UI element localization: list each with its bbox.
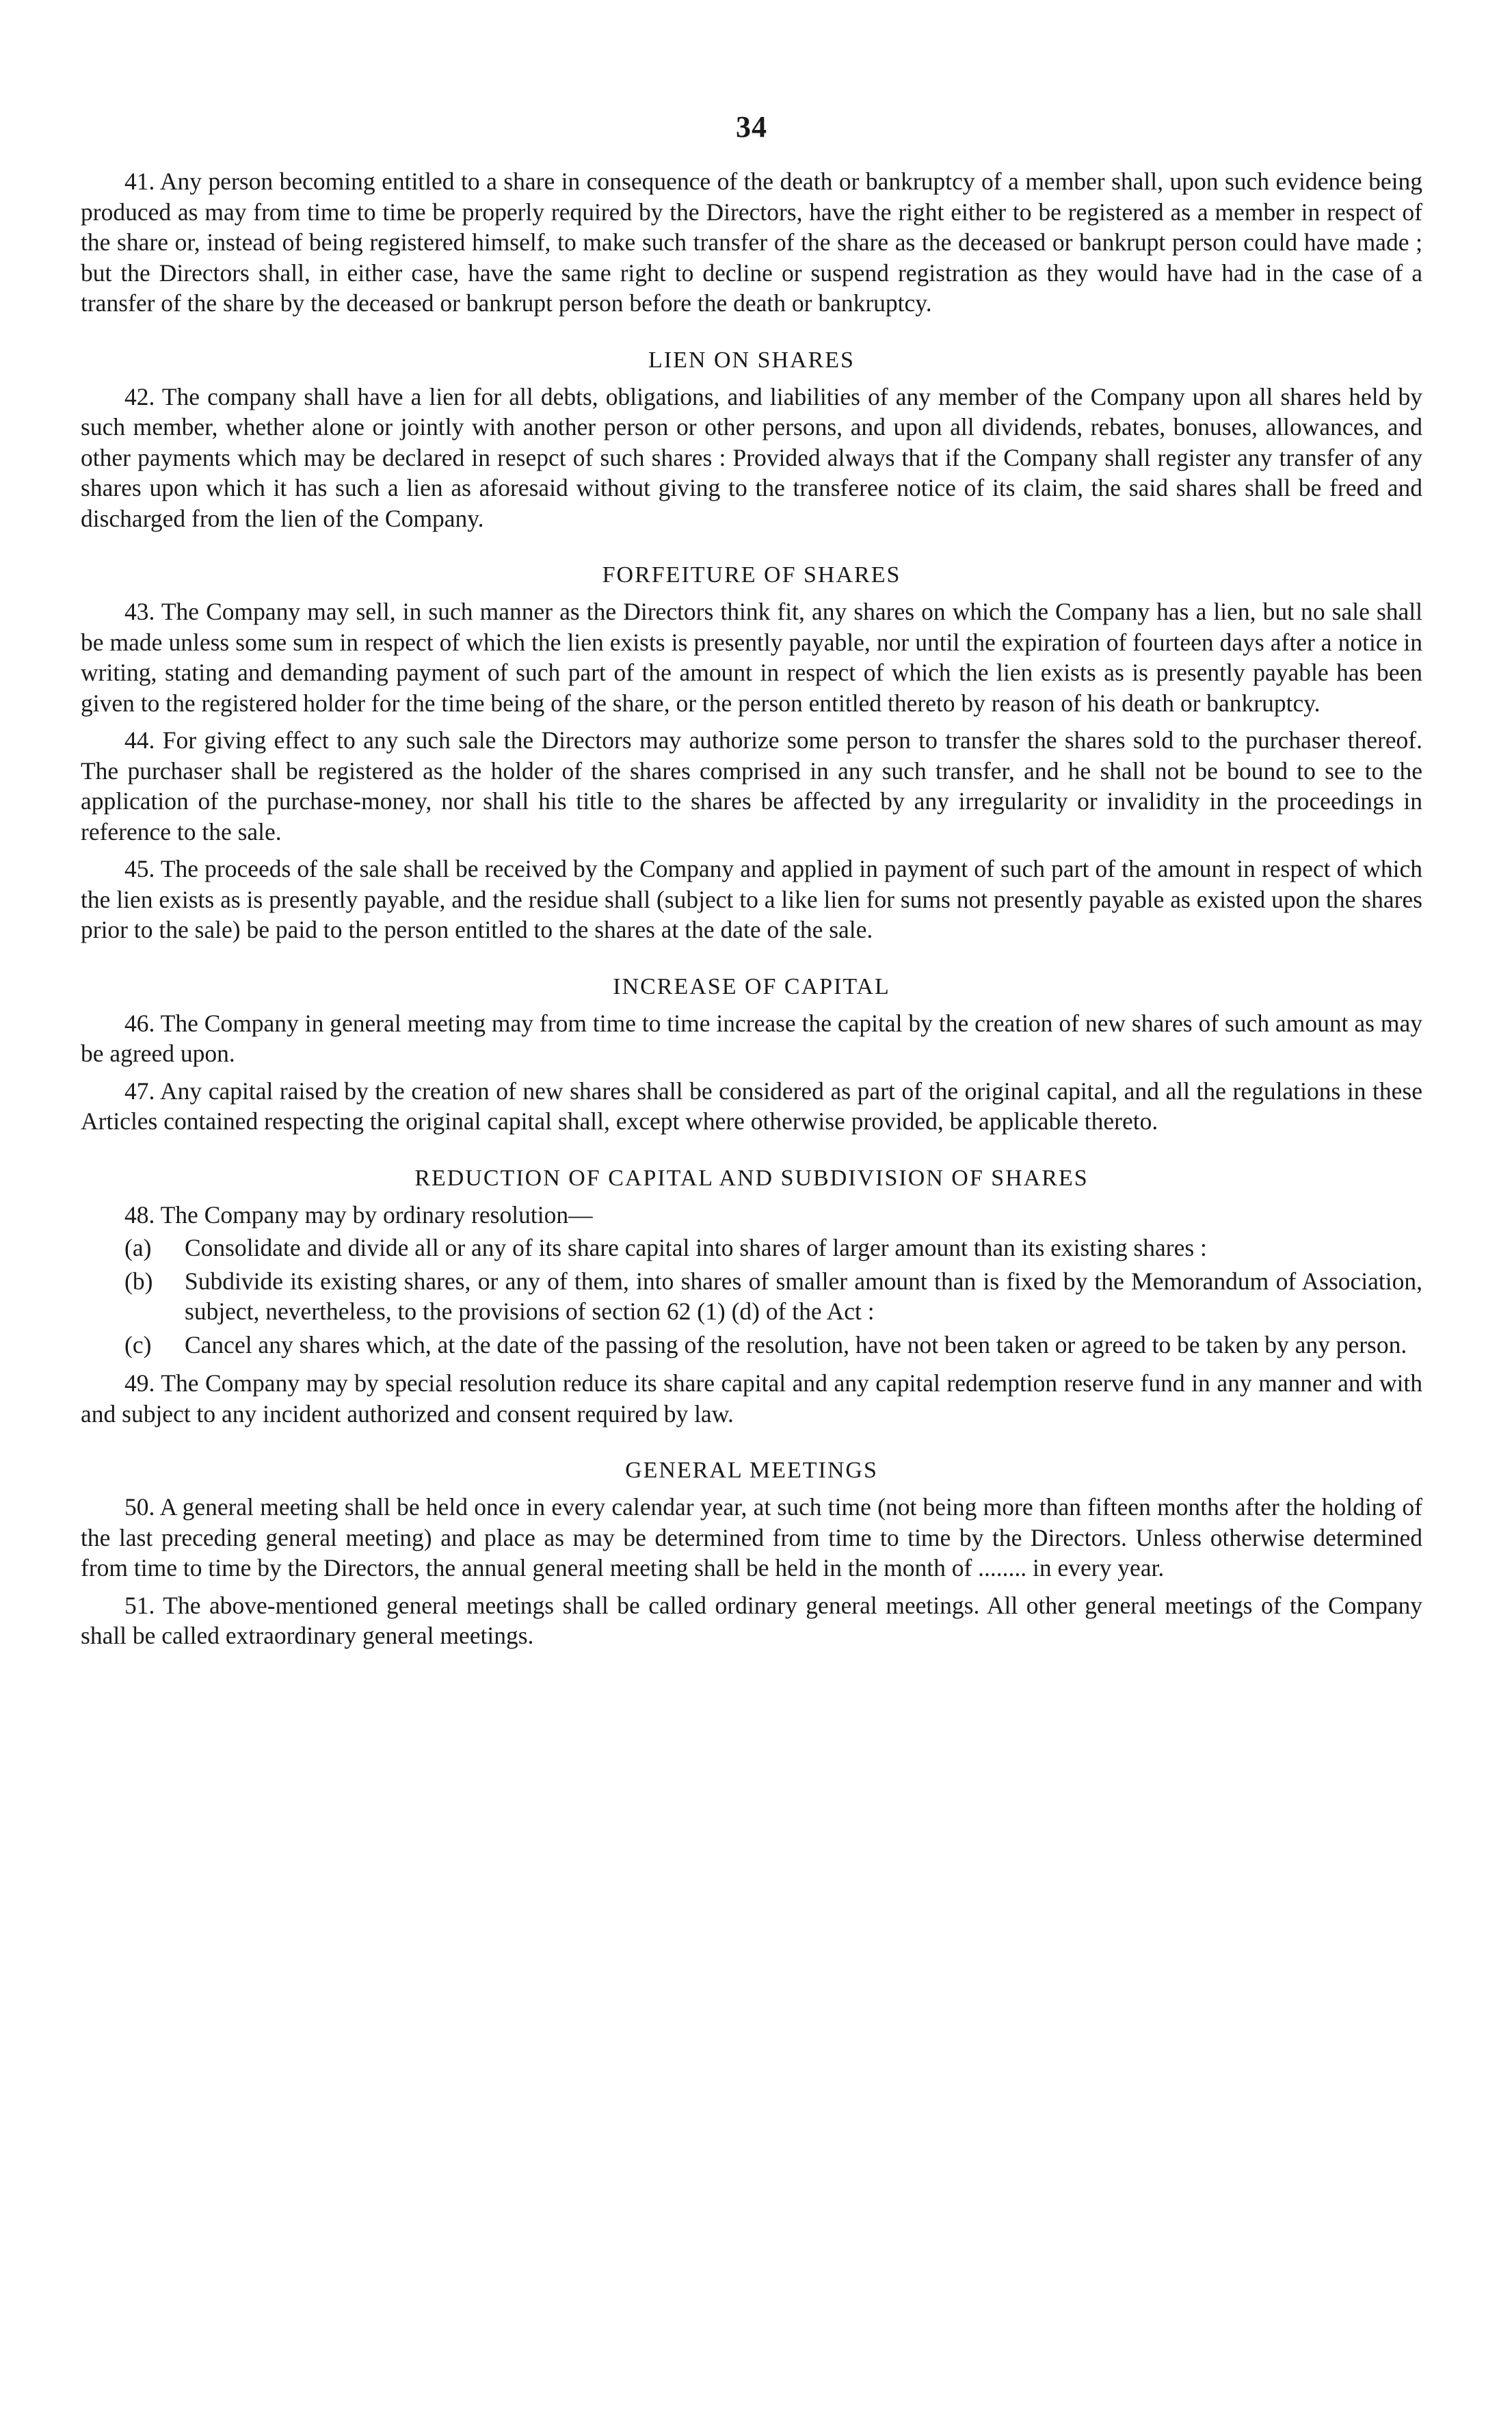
item-label: (b) xyxy=(124,1267,153,1295)
section-heading-general-meetings: GENERAL MEETINGS xyxy=(625,1458,878,1483)
article-number: 44. xyxy=(124,726,155,754)
article-50 xyxy=(81,1492,1422,1583)
article-number: 48. xyxy=(124,1200,155,1228)
article-48-item-a xyxy=(81,1233,1422,1263)
article-text: The Company may sell, in such manner as the Directors think fit, any shares on which the Company has a lien, but no sale shall be made unless some sum in respect of which the lien exists is presently payable, nor until the expiration of fourteen days after a notice in writing, stating and demanding payment of such part of the amount in respect of which the lien exists as is presently payable has been given to the registered holder for the time being of the share, or the person entitled thereto by reason of his death or bankruptcy. xyxy=(81,598,1422,717)
article-number: 41. xyxy=(124,168,155,195)
article-48-intro xyxy=(81,1200,1422,1231)
article-text: The Company may by special resolution reduce its share capital and any capital redemption reserve fund in any manner and with and subject to any incident authorized and consent required by law. xyxy=(81,1369,1423,1428)
article-46 xyxy=(81,1008,1422,1069)
article-47 xyxy=(81,1076,1422,1137)
article-41 xyxy=(81,166,1422,319)
item-label: (c) xyxy=(124,1330,152,1358)
section-heading-lien: LIEN ON SHARES xyxy=(648,347,855,373)
article-42 xyxy=(81,382,1422,534)
article-text: Any capital raised by the creation of new shares shall be considered as part of the original capital, and all the regulations in these Articles contained respecting the original capital shall, except where otherwise provided, be applicable thereto. xyxy=(81,1077,1422,1135)
article-43 xyxy=(81,596,1422,718)
item-text: Subdivide its existing shares, or any of them, into shares of smaller amount than is fixed by the Memorandum of Association, subject, nevertheless, to the provisions of section 62 (1) (d) of the Act : xyxy=(185,1267,1422,1325)
article-number: 46. xyxy=(124,1009,155,1037)
article-text: A general meeting shall be held once in every calendar year, at such time (not being more than fifteen months after the holding of the last preceding general meeting) and place as may be determined from time to time by the Directors. Unless otherwise determined from time to time by the Directors, the annual general meeting shall be held in the month of ........ in every year. xyxy=(81,1493,1422,1581)
article-51 xyxy=(81,1590,1422,1651)
article-49 xyxy=(81,1368,1422,1429)
article-text: For giving effect to any such sale the Directors may authorize some person to transfer the shares sold to the purchaser thereof. The purchaser shall be registered as the holder of the shares comprised in any such transfer, and he shall not be bound to see to the application of the purchase-money, nor shall his title to the shares be affected by any irregularity or invalidity in the proceedings in reference to the sale. xyxy=(81,726,1423,845)
article-number: 47. xyxy=(124,1077,155,1105)
article-44 xyxy=(81,725,1422,847)
article-text: The above-mentioned general meetings shall be called ordinary general meetings. All other general meetings of the Company shall be called extraordinary general meetings. xyxy=(81,1591,1422,1649)
article-number: 45. xyxy=(124,855,155,882)
article-text: Any person becoming entitled to a share in consequence of the death or bankruptcy of a member shall, upon such evidence being produced as may from time to time be properly required by the Directors, have the right either to be registered as a member in respect of the share or, instead of being registered himself, to make such transfer of the share as the deceased or bankrupt person could have made ; but the Directors shall, in either case, have the same right to decline or suspend registration as they would have had in the case of a transfer of the share by the deceased or bankrupt person before the death or bankruptcy. xyxy=(81,168,1422,317)
item-text: Cancel any shares which, at the date of the passing of the resolution, have not been taken or agreed to be taken by any person. xyxy=(185,1330,1407,1358)
article-48-item-c xyxy=(81,1330,1422,1361)
page-number: 34 xyxy=(736,110,767,144)
section-heading-increase: INCREASE OF CAPITAL xyxy=(613,973,890,999)
section-heading-reduction: REDUCTION OF CAPITAL AND SUBDIVISION OF SHARES xyxy=(414,1165,1089,1191)
article-number: 42. xyxy=(124,382,155,410)
article-text: The Company in general meeting may from time to time increase the capital by the creation of new shares of such amount as may be agreed upon. xyxy=(81,1009,1423,1067)
document-page xyxy=(81,109,1422,1658)
article-45 xyxy=(81,854,1422,945)
article-number: 49. xyxy=(124,1369,155,1397)
item-label: (a) xyxy=(124,1234,152,1261)
article-number: 50. xyxy=(124,1493,155,1521)
article-text: The company shall have a lien for all debts, obligations, and liabilities of any member of the Company upon all shares held by such member, whether alone or jointly with another person or other persons, and upon all dividends, rebates, bonuses, allowances, and other payments which may be declared in resepct of such shares : Provided always that if the Company shall register any transfer of any shares upon which it has such a lien as aforesaid without giving to the transferee notice of its claim, the said shares shall be freed and discharged from the lien of the Company. xyxy=(81,382,1423,532)
article-number: 43. xyxy=(124,598,155,625)
article-text: The Company may by ordinary resolution— xyxy=(160,1200,593,1228)
article-text: The proceeds of the sale shall be received by the Company and applied in payment of such part of the amount in respect of which the lien exists as is presently payable, and the residue shall (subject to a like lien for sums not presently payable as existed upon the shares prior to the sale) be paid to the person entitled to the shares at the date of the sale. xyxy=(81,855,1423,943)
article-number: 51. xyxy=(124,1591,155,1619)
article-48-item-b xyxy=(81,1266,1422,1327)
section-heading-forfeiture: FORFEITURE OF SHARES xyxy=(602,562,901,588)
item-text: Consolidate and divide all or any of its share capital into shares of larger amount than its existing shares : xyxy=(185,1234,1207,1261)
